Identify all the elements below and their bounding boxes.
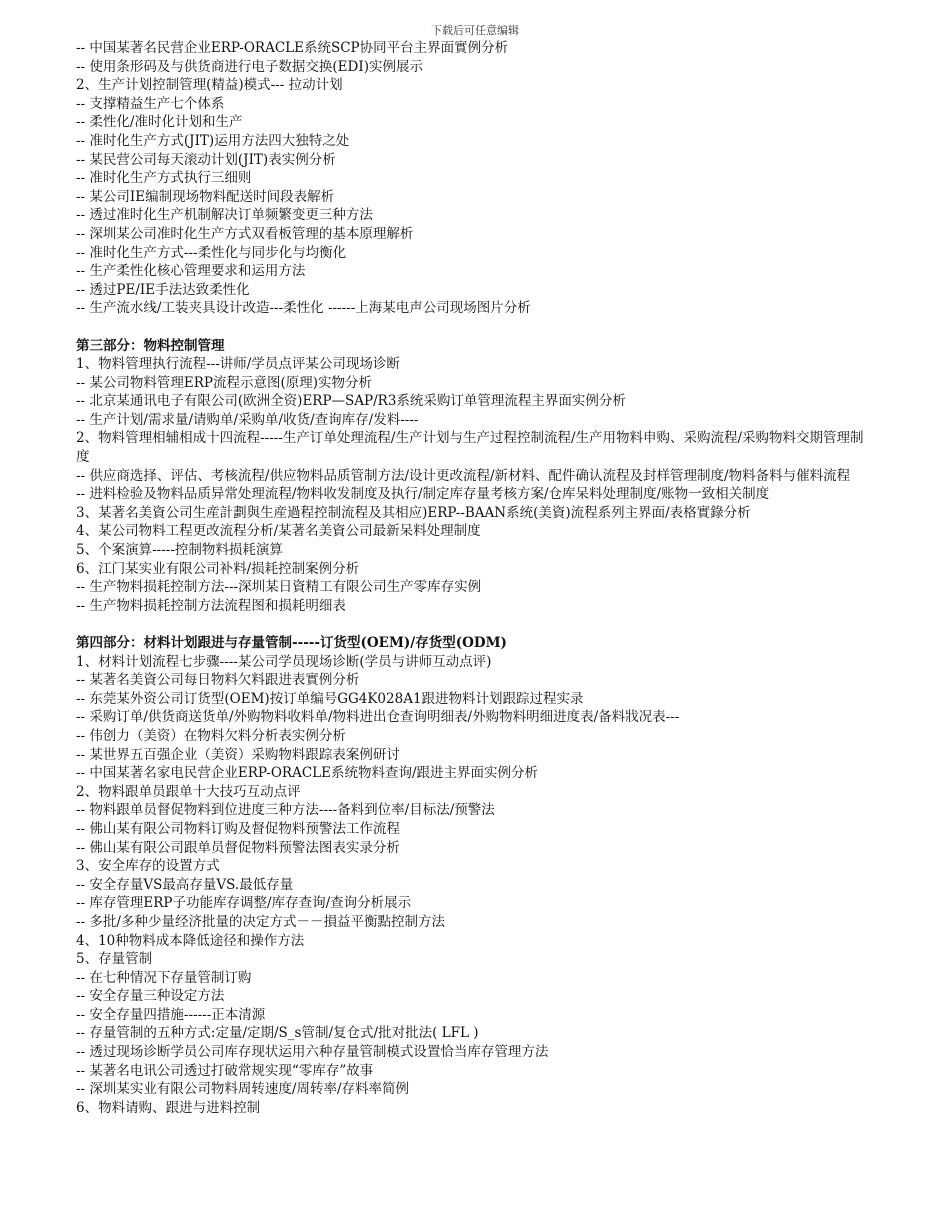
text-line: -- 安全存量三种设定方法	[76, 988, 225, 1005]
text-line: -- 生产物料损耗控制方法流程图和损耗明细表	[76, 597, 346, 614]
text-line: -- 生产流水线/工装夹具设计改造---柔性化 ------上海某电声公司现场图片分析	[76, 300, 531, 317]
text-line: -- 东莞某外资公司订货型(OEM)按订单编号GG4K028A1跟进物料计划跟踪过程实录	[76, 690, 584, 707]
text-line: -- 在七种情况下存量管制订购	[76, 969, 252, 986]
section-spacer	[76, 615, 876, 634]
text-line: -- 进料检验及物料品质异常处理流程/物料收发制度及执行/制定库存量考核方案/仓库呆料处理制度/账物一致相关制度	[76, 486, 770, 503]
text-line: -- 佛山某有限公司跟单员督促物料预警法图表实录分析	[76, 839, 400, 856]
text-line: -- 某公司物料管理ERP流程示意图(原理)实物分析	[76, 374, 373, 391]
text-line: -- 透过现场诊断学员公司库存现状运用六种存量管制模式设置恰当库存管理方法	[76, 1044, 549, 1061]
text-line: -- 生产柔性化核心管理要求和运用方法	[76, 263, 306, 280]
text-line: -- 中国某著名民营企业ERP-ORACLE系统SCP协同平台主界面實例分析	[76, 40, 509, 56]
text-line: -- 准时化生产方式(JIT)运用方法四大独特之处	[76, 132, 350, 149]
text-line: 4、某公司物料工程更改流程分析/某著名美資公司最新呆料处理制度	[76, 523, 481, 540]
text-line: -- 支撑精益生产七个体系	[76, 95, 225, 112]
text-line: -- 使用条形码及与供货商进行电子数据交换(EDI)实例展示	[76, 58, 423, 75]
text-line: -- 准时化生产方式执行三细则	[76, 170, 252, 187]
section-heading: 第三部分：物料控制管理	[76, 337, 225, 354]
text-line: -- 物料跟单员督促物料到位进度三种方法----备料到位率/目标法/预警法	[76, 802, 495, 819]
text-line: 4、10种物料成本降低途径和操作方法	[76, 932, 305, 949]
text-line: 5、存量管制	[76, 951, 153, 968]
text-line: -- 某民营公司每天滚动计划(JIT)表实例分析	[76, 151, 336, 168]
text-line: 6、江门某实业有限公司补料/损耗控制案例分析	[76, 560, 360, 577]
text-line: -- 某世界五百强企业（美资）采购物料跟踪表案例研讨	[76, 746, 400, 763]
text-line: -- 柔性化/准时化计划和生产	[76, 114, 243, 131]
document-body	[76, 39, 876, 1117]
text-line: -- 深圳某公司准时化生产方式双看板管理的基本原理解析	[76, 225, 414, 242]
text-line: -- 某著名美資公司每日物料欠料跟进表實例分析	[76, 672, 360, 689]
text-line: 5、个案演算-----控制物料损耗演算	[76, 542, 283, 559]
text-line: -- 库存管理ERP子功能库存调整/库存查询/查询分析展示	[76, 895, 412, 912]
text-line: 2、物料管理相辅相成十四流程-----生产订单处理流程/生产计划与生产过程控制流程/生产用物料申购、采购流程/采购物料交期管理制度	[76, 430, 864, 466]
text-line: -- 安全存量四措施------正本清源	[76, 1006, 266, 1023]
page-header: 下载后可任意编辑	[431, 24, 519, 37]
text-line: 2、生产计划控制管理(精益)模式--- 拉动计划	[76, 77, 343, 94]
text-line: -- 深圳某实业有限公司物料周转速度/周转率/存料率简例	[76, 1081, 410, 1098]
text-line: 6、物料请购、跟进与进料控制	[76, 1099, 261, 1116]
text-line: -- 存量管制的五种方式:定量/定期/S_s管制/复仓式/批对批法( LFL )	[76, 1025, 479, 1042]
text-line: -- 采购订单/供货商送货单/外购物料收料单/物料进出仓查询明细表/外购物料明细进度表/备料戕况表---	[76, 709, 680, 726]
text-line: -- 生产物料损耗控制方法---深圳某日資精工有限公司生产零库存实例	[76, 579, 482, 596]
section-heading: 第四部分：材料计划跟进与存量管制-----订货型(OEM)/存货型(ODM)	[76, 635, 507, 651]
text-line: -- 安全存量VS最高存量VS.最低存量	[76, 876, 294, 893]
text-line: -- 某公司IE编制现场物料配送时间段表解析	[76, 188, 335, 205]
text-line: -- 伟创力（美资）在物料欠料分析表实例分析	[76, 727, 346, 744]
text-line: 2、物料跟单员跟单十大技巧互动点评	[76, 783, 301, 800]
text-line: -- 透过PE/IE手法达致柔性化	[76, 281, 250, 298]
text-line: 1、材料计划流程七步骤----某公司学员现场诊断(学员与讲师互动点评)	[76, 653, 492, 670]
text-line: 3、安全库存的设置方式	[76, 858, 220, 875]
text-line: -- 某著名电讯公司透过打破常规实现“零库存”故事	[76, 1062, 374, 1079]
text-line: -- 中国某著名家电民营企业ERP-ORACLE系统物料查询/跟进主界面实例分析	[76, 765, 539, 782]
text-line: -- 准时化生产方式---柔性化与同步化与均衡化	[76, 244, 347, 261]
section-spacer	[76, 318, 876, 337]
text-line: -- 透过准时化生产机制解决订单频繁变更三种方法	[76, 207, 373, 224]
text-line: 1、物料管理执行流程---讲师/学员点评某公司现场诊断	[76, 356, 400, 373]
text-line: -- 供应商选择、评估、考核流程/供应物料品质管制方法/设计更改流程/新材料、配件确认流程及封样管理制度/物料备料与催料流程	[76, 467, 851, 484]
text-line: -- 生产计划/需求量/请购单/采购单/收货/查询库存/发料----	[76, 411, 419, 428]
text-line: -- 北京某通讯电子有限公司(欧洲全资)ERP—SAP/R3系统采购订单管理流程主界面实例分析	[76, 393, 626, 410]
text-line: -- 多批/多种少量经济批量的决定方式－－損益平衡點控制方法	[76, 913, 445, 930]
text-line: -- 佛山某有限公司物料订购及督促物料预警法工作流程	[76, 820, 400, 837]
text-line: 3、某著名美資公司生産計劃與生産過程控制流程及其相应)ERP--BAAN系统(美資)流程系列主界面/表格實錄分析	[76, 504, 751, 521]
